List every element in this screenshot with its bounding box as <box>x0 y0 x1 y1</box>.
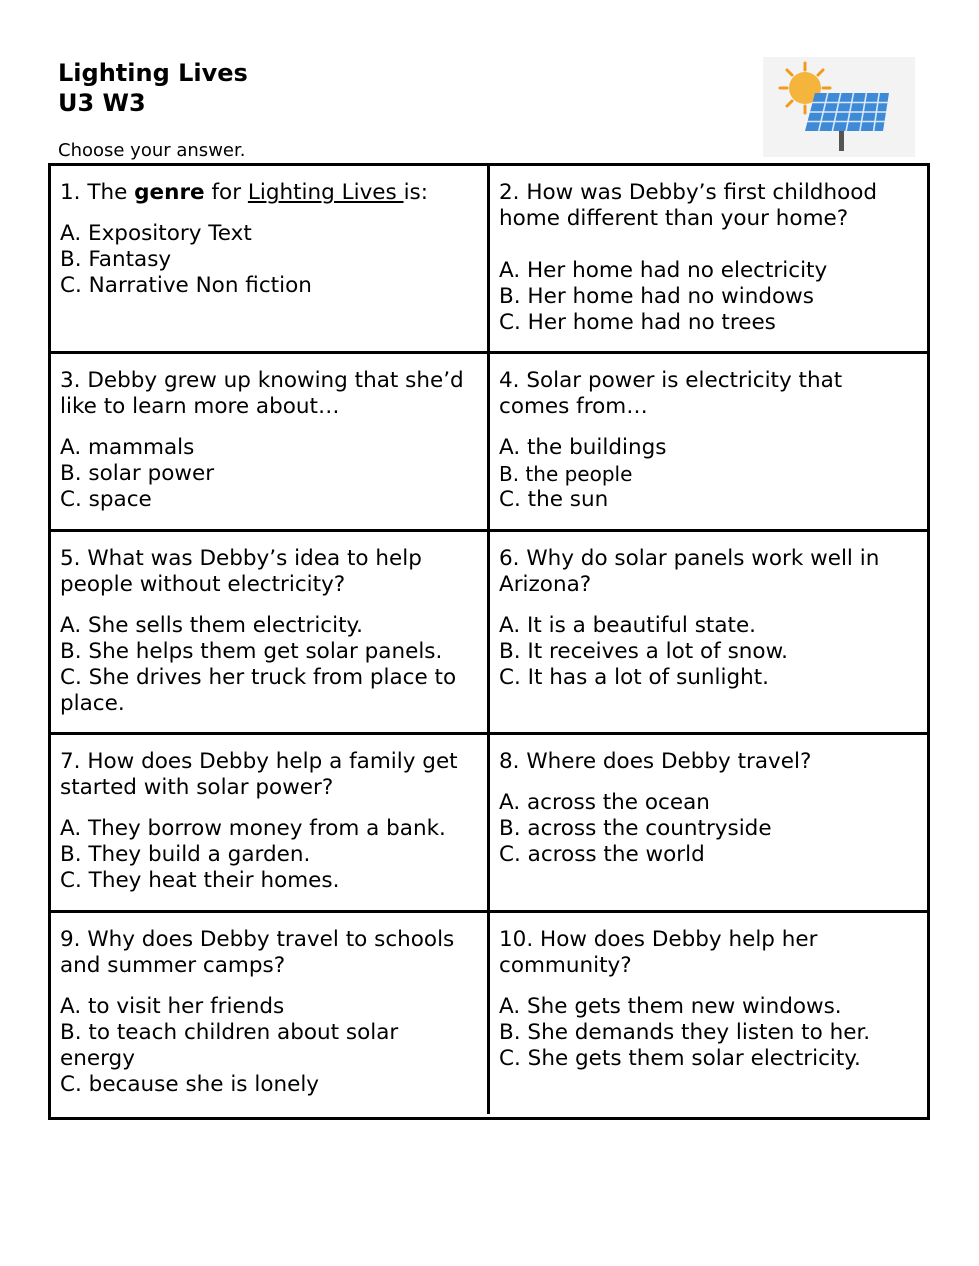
answer-option[interactable]: B. to teach children about solar energy <box>60 1020 399 1071</box>
question-8: 8. Where does Debby travel? <box>499 749 812 774</box>
answer-options <box>60 816 478 894</box>
answer-option[interactable]: A. mammals <box>60 435 195 460</box>
answer-option[interactable]: A. Expository Text <box>60 221 252 246</box>
answer-option[interactable]: B. She demands they listen to her. <box>499 1020 871 1045</box>
question-7: 7. How does Debby help a family get started with solar power? <box>60 749 458 800</box>
answer-option[interactable]: B. They build a garden. <box>60 842 311 867</box>
question-1: 1. The genre for Lighting Lives is: <box>60 180 428 205</box>
answer-option[interactable]: A. She sells them electricity. <box>60 613 364 638</box>
title-line-2: U3 W3 <box>58 89 146 117</box>
answer-option[interactable]: A. They borrow money from a bank. <box>60 816 446 841</box>
answer-option[interactable]: B. the people <box>499 462 633 486</box>
question-10: 10. How does Debby help her community? <box>499 927 818 978</box>
answer-options <box>499 790 918 868</box>
question-cell-1 <box>51 166 490 354</box>
page-title <box>58 58 248 118</box>
answer-option[interactable]: C. They heat their homes. <box>60 868 340 893</box>
answer-option[interactable]: B. Fantasy <box>60 247 172 272</box>
answer-option[interactable]: B. Her home had no windows <box>499 284 814 309</box>
answer-option[interactable]: B. solar power <box>60 461 215 486</box>
answer-options <box>499 994 918 1072</box>
question-cell-5 <box>51 532 490 735</box>
answer-option[interactable]: C. Her home had no trees <box>499 310 776 335</box>
question-9: 9. Why does Debby travel to schools and summer camps? <box>60 927 455 978</box>
question-2: 2. How was Debby’s first childhood home different than your home? <box>499 180 878 231</box>
answer-option[interactable]: C. She gets them solar electricity. <box>499 1046 861 1071</box>
title-line-1: Lighting Lives <box>58 59 248 87</box>
question-3: 3. Debby grew up knowing that she’d like to learn more about… <box>60 368 464 419</box>
answer-options <box>60 221 478 299</box>
answer-option[interactable]: A. across the ocean <box>499 790 710 815</box>
answer-option[interactable]: A. to visit her friends <box>60 994 285 1019</box>
question-cell-8 <box>490 735 927 913</box>
answer-options <box>499 435 918 513</box>
answer-option[interactable]: A. It is a beautiful state. <box>499 613 757 638</box>
genre-keyword: genre <box>134 180 205 205</box>
answer-option[interactable]: A. Her home had no electricity <box>499 258 828 283</box>
answer-options <box>60 613 478 717</box>
answer-options <box>60 994 478 1098</box>
question-cell-10 <box>490 913 927 1114</box>
question-4: 4. Solar power is electricity that comes from… <box>499 368 843 419</box>
question-cell-4 <box>490 354 927 532</box>
question-cell-9 <box>51 913 490 1114</box>
answer-option[interactable]: C. It has a lot of sunlight. <box>499 665 770 690</box>
answer-option[interactable]: B. across the countryside <box>499 816 772 841</box>
answer-option[interactable]: C. She drives her truck from place to place. <box>60 665 457 716</box>
solar-panel-icon <box>763 57 915 157</box>
answer-option[interactable]: B. She helps them get solar panels. <box>60 639 443 664</box>
question-cell-7 <box>51 735 490 913</box>
answer-option[interactable]: C. space <box>60 487 152 512</box>
instructions: Choose your answer. <box>58 140 246 161</box>
answer-option[interactable]: C. across the world <box>499 842 705 867</box>
answer-options <box>499 613 918 691</box>
answer-option[interactable]: B. It receives a lot of snow. <box>499 639 789 664</box>
panel-icon <box>805 93 889 151</box>
answer-option[interactable]: A. She gets them new windows. <box>499 994 842 1019</box>
question-grid <box>48 163 930 1120</box>
answer-option[interactable]: C. because she is lonely <box>60 1072 320 1097</box>
book-title: Lighting Lives <box>247 180 404 205</box>
question-5: 5. What was Debby’s idea to help people without electricity? <box>60 546 422 597</box>
answer-options <box>60 435 478 513</box>
answer-options <box>499 258 918 336</box>
question-cell-3 <box>51 354 490 532</box>
answer-option[interactable]: C. Narrative Non fiction <box>60 273 312 298</box>
answer-option[interactable]: C. the sun <box>499 487 609 512</box>
question-6: 6. Why do solar panels work well in Arizona? <box>499 546 880 597</box>
answer-option[interactable]: A. the buildings <box>499 435 667 460</box>
question-cell-2 <box>490 166 927 354</box>
question-cell-6 <box>490 532 927 735</box>
